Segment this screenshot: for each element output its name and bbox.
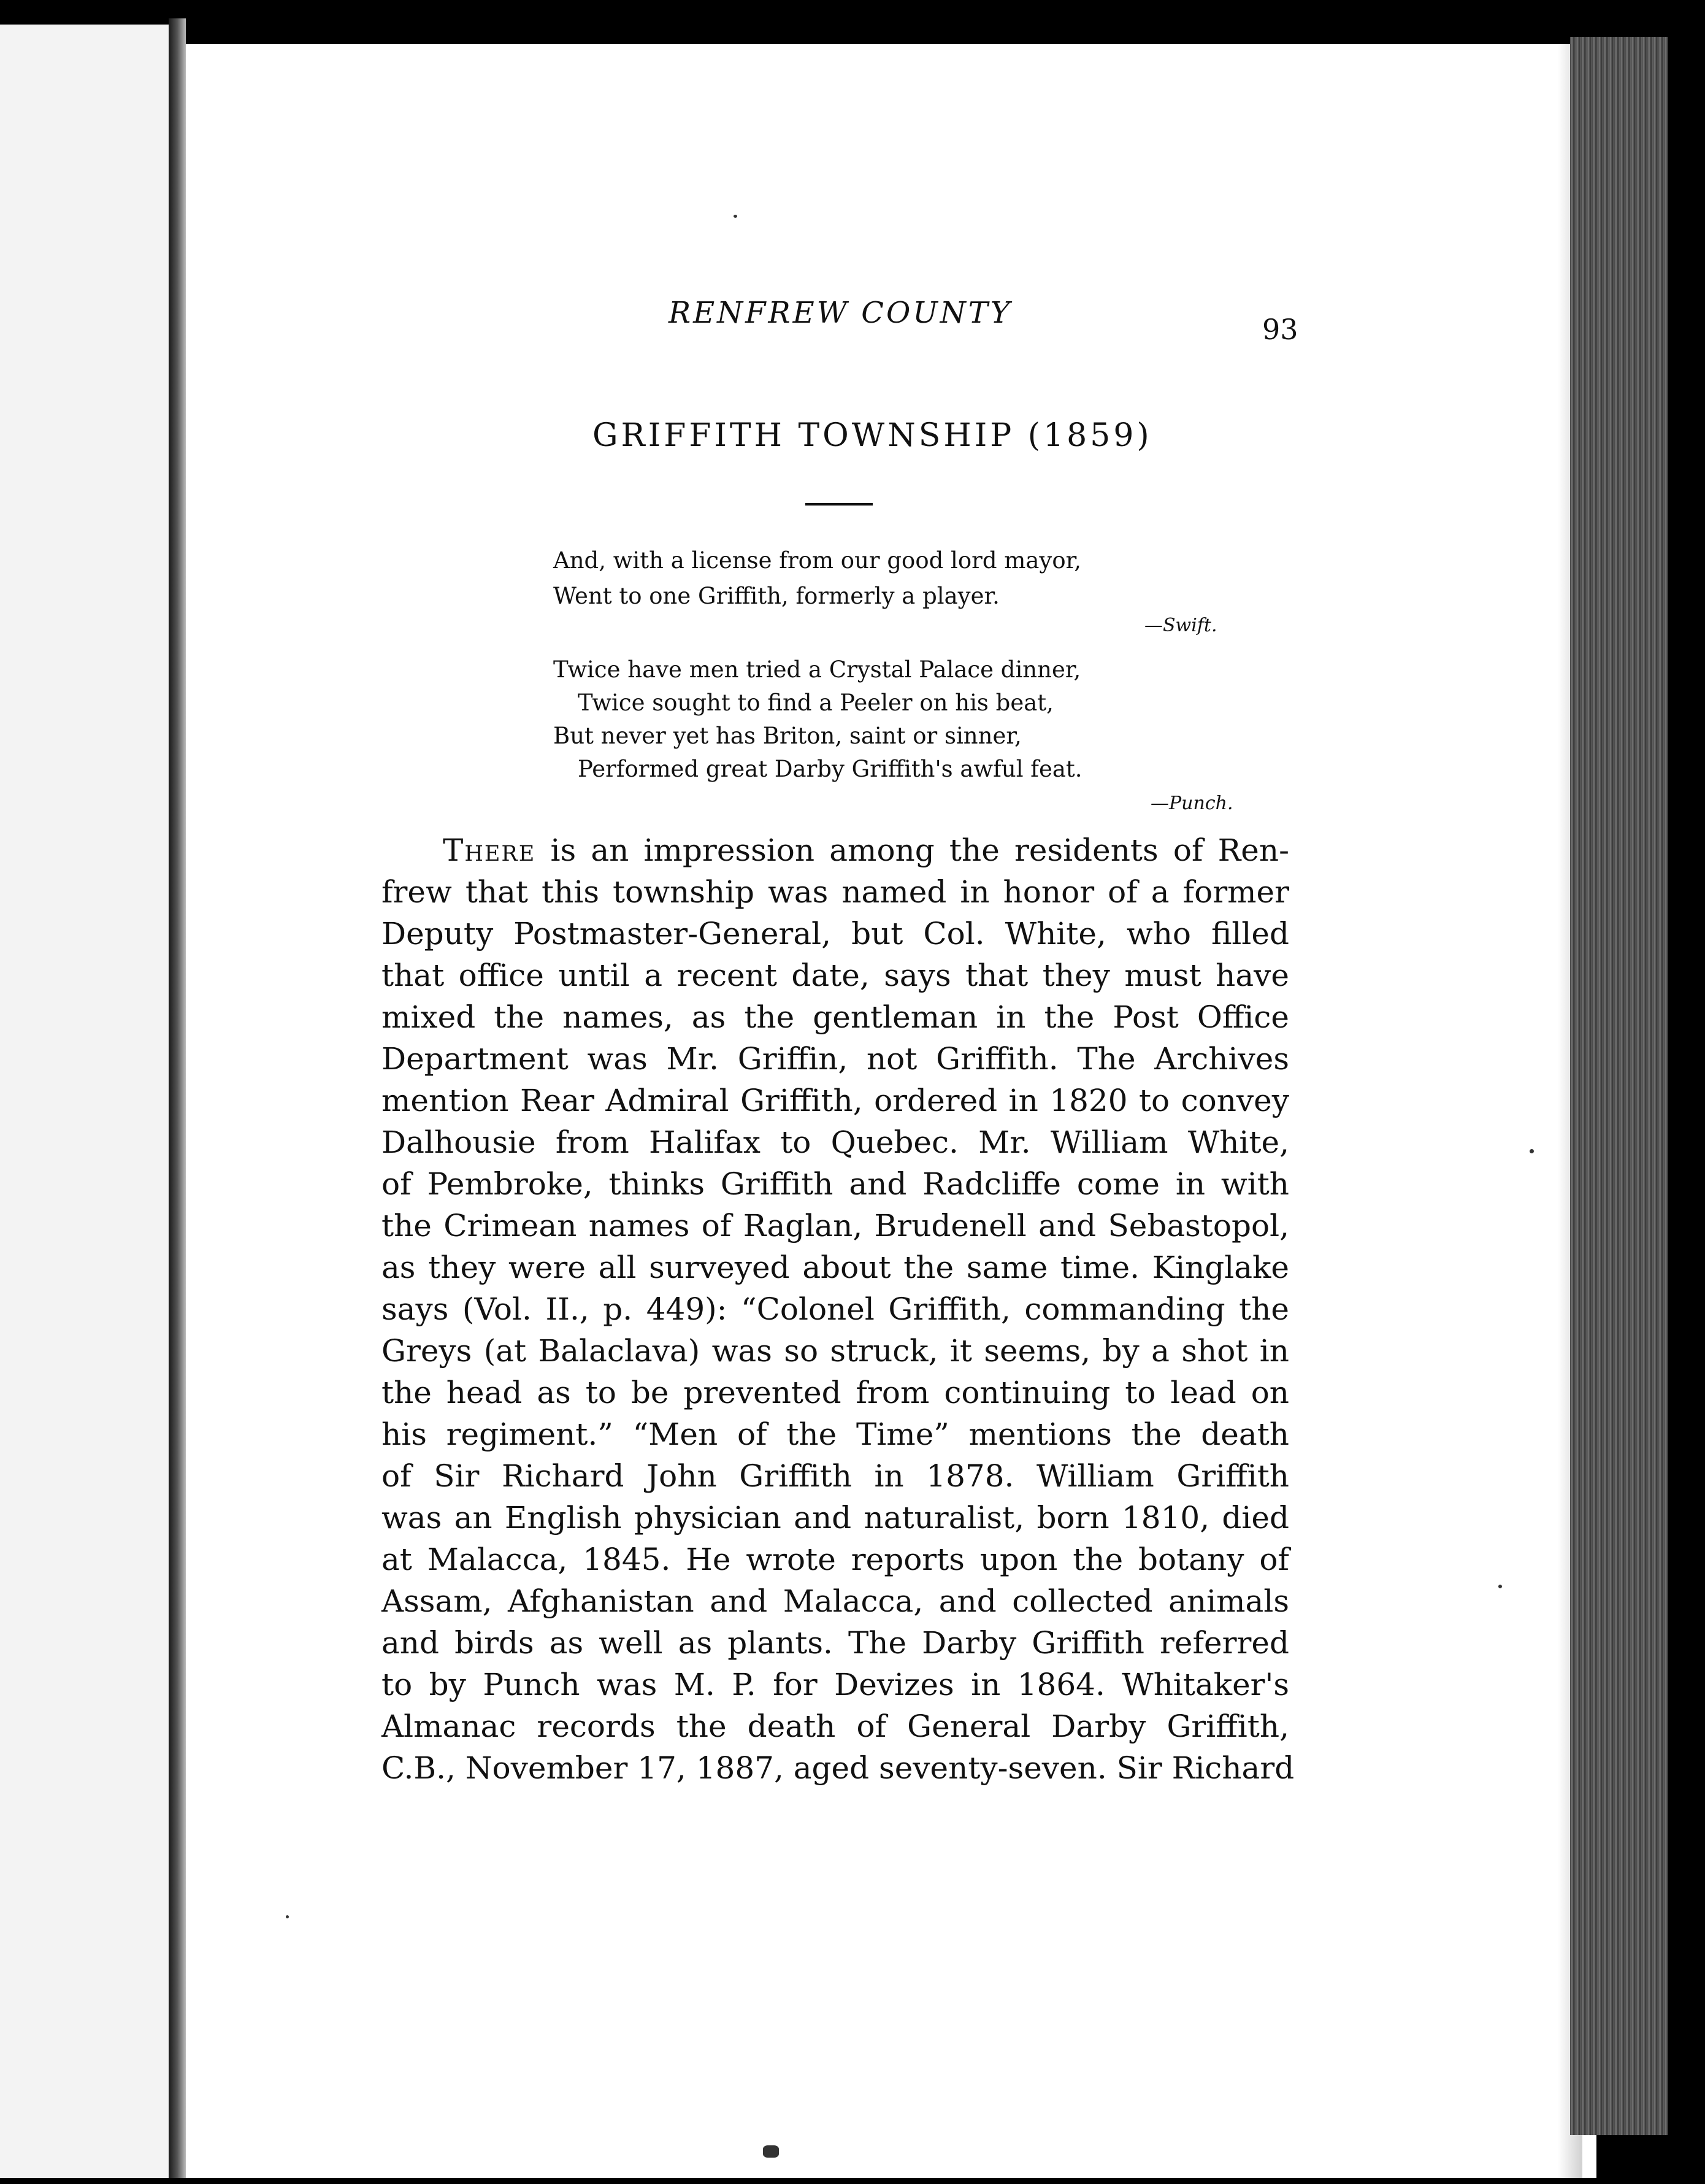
epigraph-attribution: —Punch. (1151, 793, 1233, 814)
body-line: Dalhousie from Halifax to Quebec. Mr. William White, (381, 1125, 1289, 1160)
epigraph-line: Twice have men tried a Crystal Palace dinner, (553, 656, 1081, 683)
body-line: Department was Mr. Griffin, not Griffith. The Archives (381, 1041, 1289, 1077)
body-line: mention Rear Admiral Griffith, ordered in 1820 to convey (381, 1083, 1289, 1118)
page-number: 93 (1262, 313, 1298, 346)
left-page (0, 25, 169, 2178)
body-line: was an English physician and naturalist, born 1810, died (381, 1500, 1289, 1536)
body-line: at Malacca, 1845. He wrote reports upon the botany of (381, 1542, 1289, 1577)
epigraph-line: And, with a license from our good lord mayor, (553, 547, 1081, 574)
body-line: of Pembroke, thinks Griffith and Radcliffe come in with (381, 1166, 1289, 1202)
opening-word: There (443, 832, 536, 868)
epigraph-line: Went to one Griffith, formerly a player. (553, 583, 1000, 609)
body-line: his regiment.” “Men of the Time” mentions the death (381, 1417, 1289, 1452)
running-head: RENFREW COUNTY (669, 296, 1013, 330)
scan-speck (1498, 1585, 1502, 1588)
body-line: the head as to be prevented from continuing to lead on (381, 1375, 1289, 1410)
body-line: mixed the names, as the gentleman in the Post Office (381, 999, 1289, 1035)
body-line: as they were all surveyed about the same time. Kinglake (381, 1250, 1289, 1285)
body-line: Almanac records the death of General Darby Griffith, (381, 1709, 1289, 1744)
body-line: frew that this township was named in honor of a former (381, 874, 1289, 910)
body-line: Greys (at Balaclava) was so struck, it seems, by a shot in (381, 1333, 1289, 1369)
body-line: that office until a recent date, says that they must have (381, 958, 1289, 993)
body-paragraph (381, 829, 1295, 1789)
body-line (381, 829, 1289, 871)
scan-speck (734, 215, 737, 218)
first-line-rest: is an impression among the residents of Ren- (535, 832, 1289, 868)
body-line: and birds as well as plants. The Darby Griffith referred (381, 1625, 1289, 1661)
body-line: to by Punch was M. P. for Devizes in 1864. Whitaker's (381, 1667, 1289, 1702)
epigraph-attribution: —Swift. (1144, 615, 1217, 636)
body-line: says (Vol. II., p. 449): “Colonel Griffith, commanding the (381, 1291, 1289, 1327)
epigraph-line: But never yet has Briton, saint or sinner, (553, 723, 1022, 749)
body-line: Assam, Afghanistan and Malacca, and collected animals (381, 1583, 1289, 1619)
book-gutter (169, 18, 186, 2178)
scan-speck (1530, 1149, 1534, 1153)
title-rule (805, 503, 873, 506)
epigraph-line: Twice sought to find a Peeler on his beat, (578, 690, 1054, 716)
scan-speck (763, 2145, 779, 2158)
body-line: C.B., November 17, 1887, aged seventy-seven. Sir Richard (381, 1750, 1295, 1786)
body-line: the Crimean names of Raglan, Brudenell and Sebastopol, (381, 1208, 1289, 1244)
chapter-title: GRIFFITH TOWNSHIP (1859) (592, 417, 1152, 454)
body-line: of Sir Richard John Griffith in 1878. William Griffith (381, 1458, 1289, 1494)
scan-speck (286, 1915, 289, 1918)
body-line: Deputy Postmaster-General, but Col. White, who filled (381, 916, 1289, 952)
epigraph-line: Performed great Darby Griffith's awful feat. (578, 756, 1082, 782)
page-edge-stack (1570, 37, 1668, 2135)
